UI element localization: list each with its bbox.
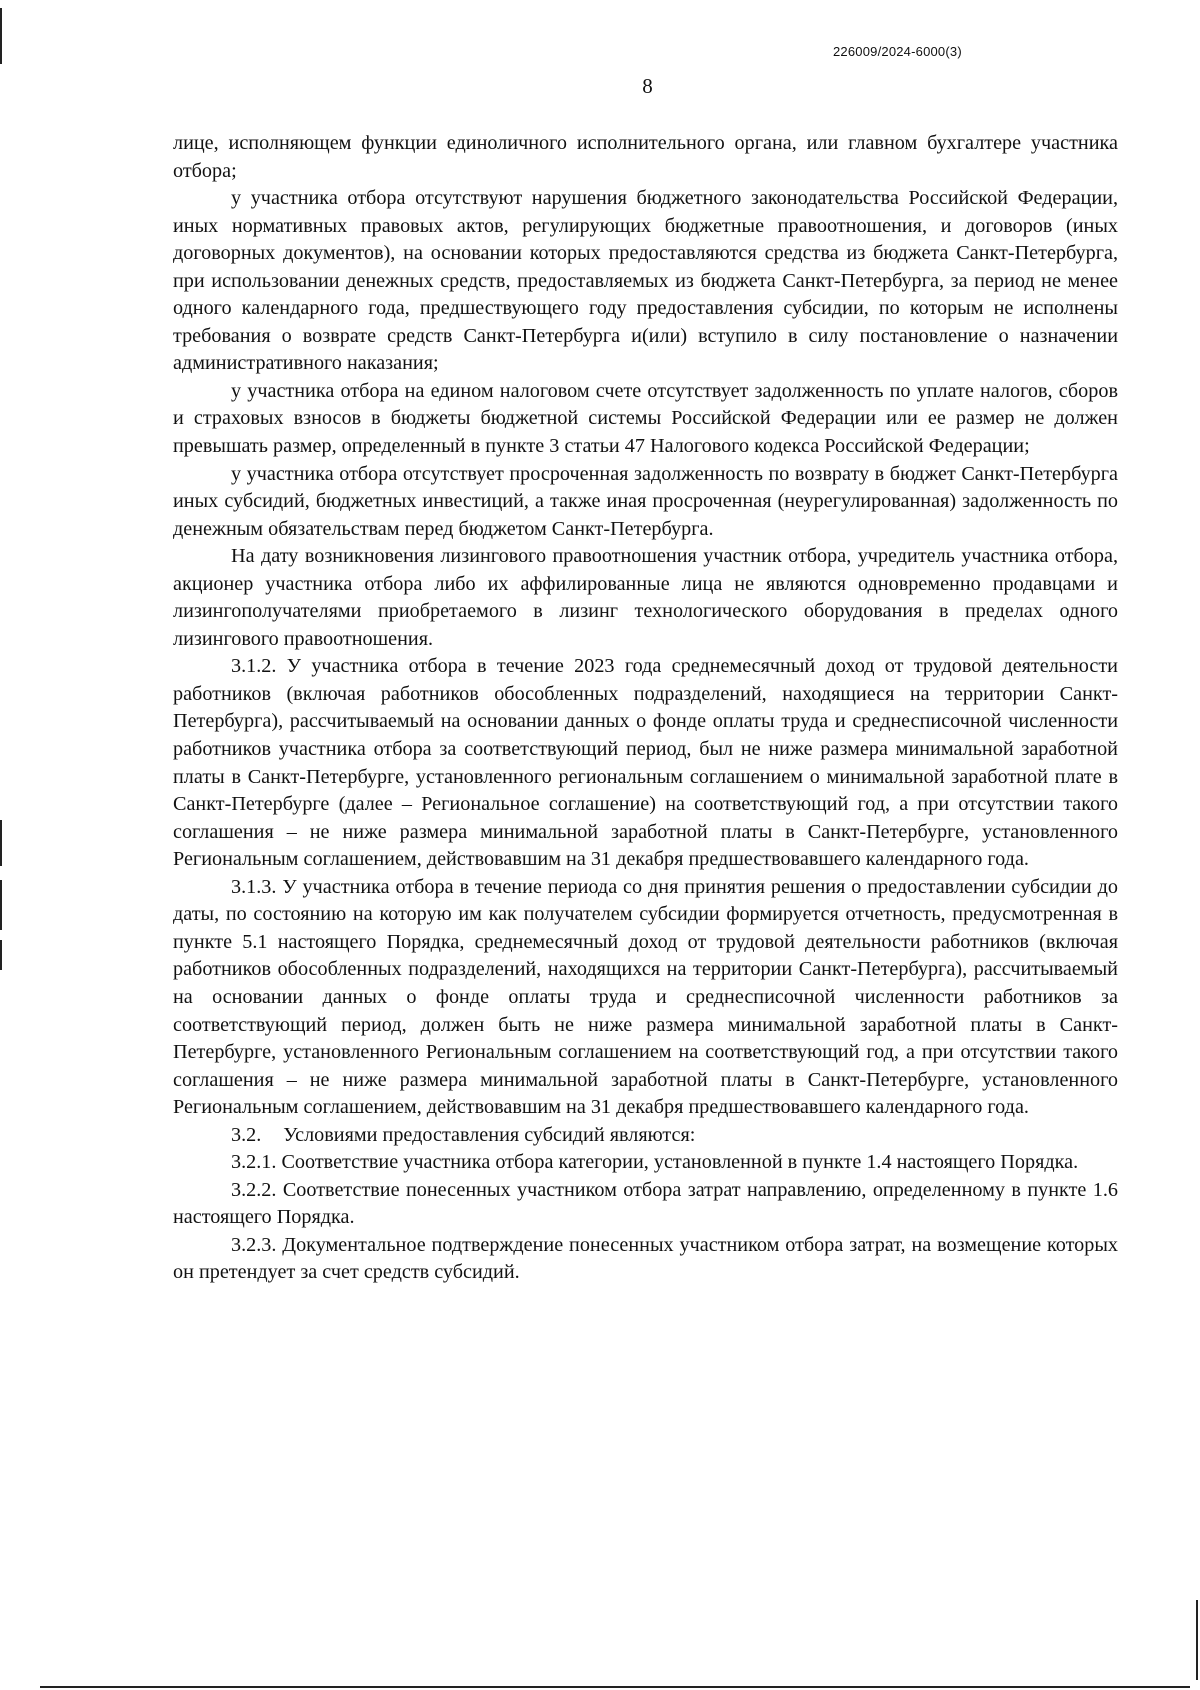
scan-edge-mark-left-3 xyxy=(0,940,2,970)
paragraph-3-2-2: 3.2.2. Соответствие понесенных участником отбора затрат направлению, определенному в пункте 1.6 настоящего Порядка. xyxy=(173,1178,1118,1229)
paragraph-leasing: На дату возникновения лизингового правоотношения участник отбора, учредитель участника отбора, акционер участника отбора либо их аффилированные лица не являются одновременно продавцами и лизингополучателями приобретаемого в лизинг технологического оборудования в пределах одного лизингового правоотношения. xyxy=(173,545,1118,650)
clause-text: Условиями предоставления субсидий являются: xyxy=(283,1123,696,1146)
paragraph-3-1-3: 3.1.3. У участника отбора в течение периода со дня принятия решения о предоставлении субсидии до даты, по состоянию на которую им как получателем субсидии формируется отчетность, предусмотренная в пункте 5.1 настоящего Порядка, среднемесячный доход от трудовой деятельности работников (включая работников обособленных подразделений, находящихся на территории Санкт-Петербурга), рассчитываемый на основании данных о фонде оплаты труда и среднесписочной численности работников за соответствующий период, должен быть не ниже размера минимальной заработной платы в Санкт-Петербурге, установленного Региональным соглашением на соответствующий год, а при отсутствии такого соглашения – не ниже размера минимальной заработной платы в Санкт-Петербурге, установленного Региональным соглашением, действовавшим на 31 декабря предшествовавшего календарного года. xyxy=(173,875,1118,1119)
document-body xyxy=(173,130,1118,1287)
paragraph-3-1-2: 3.1.2. У участника отбора в течение 2023 года среднемесячный доход от трудовой деятельности работников (включая работников обособленных подразделений, находящиеся на территории Санкт-Петербурга), рассчитываемый на основании данных о фонде оплаты труда и среднесписочной численности работников участника отбора за соответствующий период, был не ниже размера минимальной заработной платы в Санкт-Петербурге, установленного региональным соглашением о минимальной заработной плате в Санкт-Петербурге (далее – Региональное соглашение) на соответствующий год, а при отсутствии такого соглашения – не ниже размера минимальной заработной платы в Санкт-Петербурге, установленного Региональным соглашением, действовавшим на 31 декабря предшествовавшего календарного года. xyxy=(173,655,1118,871)
page-number: 8 xyxy=(642,74,653,98)
scan-bottom-line xyxy=(40,1686,1190,1688)
paragraph-budget-violations: у участника отбора отсутствуют нарушения бюджетного законодательства Российской Федерации, иных нормативных правовых актов, регулирующих бюджетные правоотношения, и договоров (иных договорных документов), на основании которых предоставляются средства из бюджета Санкт-Петербурга, при использовании денежных средств, предоставляемых из бюджета Санкт-Петербурга, за период не менее одного календарного года, предшествующего году предоставления субсидии, по которым не исполнены требования о возврате средств Санкт-Петербурга и(или) вступило в силу постановление о назначении административного наказания; xyxy=(173,187,1118,375)
paragraph-3-2-3: 3.2.3. Документальное подтверждение понесенных участником отбора затрат, на возмещение которых он претендует за счет средств субсидий. xyxy=(173,1233,1118,1284)
scan-edge-mark-left-1 xyxy=(0,820,2,866)
paragraph-continuation: лице, исполняющем функции единоличного исполнительного органа, или главном бухгалтере участника отбора; xyxy=(173,132,1118,182)
clause-number: 3.2. xyxy=(231,1123,262,1146)
paragraph-3-2-1: 3.2.1. Соответствие участника отбора категории, установленной в пункте 1.4 настоящего Порядка. xyxy=(231,1151,1079,1174)
scan-edge-mark-left-2 xyxy=(0,880,2,930)
paragraph-3-2 xyxy=(173,1122,1118,1150)
paragraph-tax-debt: у участника отбора на едином налоговом счете отсутствует задолженность по уплате налогов, сборов и страховых взносов в бюджеты бюджетной системы Российской Федерации или ее размер не должен превышать размер, определенный в пункте 3 статьи 47 Налогового кодекса Российской Федерации; xyxy=(173,379,1118,458)
paragraph-overdue-debt: у участника отбора отсутствует просроченная задолженность по возврату в бюджет Санкт-Петербурга иных субсидий, бюджетных инвестиций, а также иная просроченная (неурегулированная) задолженность по денежным обязательствам перед бюджетом Санкт-Петербурга. xyxy=(173,462,1118,540)
scan-edge-mark-right xyxy=(1196,1600,1198,1680)
document-registration-number: 226009/2024-6000(3) xyxy=(833,44,962,59)
scan-edge-mark-left-top xyxy=(0,8,2,64)
